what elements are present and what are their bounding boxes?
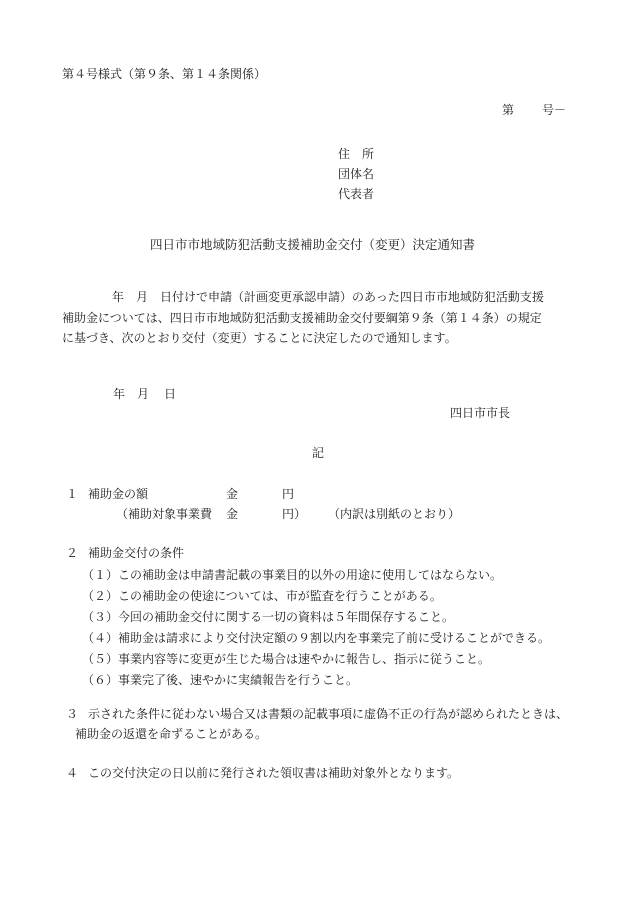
item-2-number: ２ bbox=[66, 546, 79, 560]
document-title: 四日市市地域防犯活動支援補助金交付（変更）決定通知書 bbox=[150, 237, 476, 252]
condition-item: （５）事業内容等に変更が生じた場合は速やかに報告し、指示に従うこと。 bbox=[82, 652, 491, 666]
item-3-number: ３ bbox=[66, 707, 79, 721]
date-year: 年 bbox=[113, 387, 126, 401]
body-line-1: 年 月 日付けで申請（計画変更承認申請）のあった四日市市地域防犯活動支援 bbox=[112, 290, 544, 304]
organization-label: 団体名 bbox=[338, 167, 375, 181]
item-1-sub-label: （補助対象事業費 bbox=[116, 507, 213, 521]
item-1-amount bbox=[66, 488, 294, 500]
item-1-label: 補助金の額 bbox=[88, 487, 149, 501]
item-1-currency: 金 bbox=[226, 487, 239, 501]
item-1-sub-note: （内訳は別紙のとおり） bbox=[328, 507, 461, 521]
condition-item: （４）補助金は請求により交付決定額の９割以内を事業完了前に受けることができる。 bbox=[82, 631, 551, 645]
date-month: 月 bbox=[137, 387, 150, 401]
doc-number-prefix: 第 bbox=[502, 103, 515, 117]
item-2-label: 補助金交付の条件 bbox=[88, 546, 185, 560]
condition-item: （２）この補助金の使途については、市が監査を行うことがある。 bbox=[82, 589, 442, 603]
address-label: 住 所 bbox=[338, 147, 375, 161]
item-3-line-1 bbox=[66, 708, 568, 720]
item-4 bbox=[66, 767, 459, 779]
issuer-name: 四日市市長 bbox=[450, 406, 511, 420]
item-1-unit: 円 bbox=[282, 487, 295, 501]
body-paragraph bbox=[62, 287, 572, 349]
ki-heading: 記 bbox=[312, 446, 325, 460]
body-line-3: に基づき、次のとおり交付（変更）することに決定したので通知します。 bbox=[62, 331, 457, 345]
form-number: 第４号様式（第９条、第１４条関係） bbox=[62, 67, 267, 81]
item-1-sub-unit: 円） bbox=[282, 507, 307, 521]
doc-number-suffix: 号－ bbox=[542, 103, 567, 117]
item-2-heading bbox=[66, 547, 184, 559]
issue-date bbox=[113, 388, 176, 400]
item-4-text: この交付決定の日以前に発行された領収書は補助対象外となります。 bbox=[88, 766, 460, 780]
condition-item: （１）この補助金は申請書記載の事業目的以外の用途に使用してはならない。 bbox=[82, 568, 503, 582]
representative-label: 代表者 bbox=[338, 187, 375, 201]
item-4-number: ４ bbox=[66, 766, 79, 780]
condition-item: （６）事業完了後、速やかに実績報告を行うこと。 bbox=[82, 673, 359, 687]
date-day: 日 bbox=[164, 387, 177, 401]
item-1-sub-currency: 金 bbox=[226, 507, 239, 521]
item-1-number: １ bbox=[66, 487, 79, 501]
body-line-2: 補助金については、四日市市地域防犯活動支援補助金交付要綱第９条（第１４条）の規定 bbox=[62, 310, 542, 325]
condition-item: （３）今回の補助金交付に関する一切の資料は５年間保存すること。 bbox=[82, 610, 455, 624]
document-number bbox=[502, 104, 566, 116]
item-3-text-1: 示された条件に従わない場合又は書類の記載事項に虚偽不正の行為が認められたときは、 bbox=[88, 707, 569, 721]
item-1-subsidy-base bbox=[66, 508, 460, 520]
item-3-line-2: 補助金の返還を命ずることがある。 bbox=[75, 727, 268, 741]
